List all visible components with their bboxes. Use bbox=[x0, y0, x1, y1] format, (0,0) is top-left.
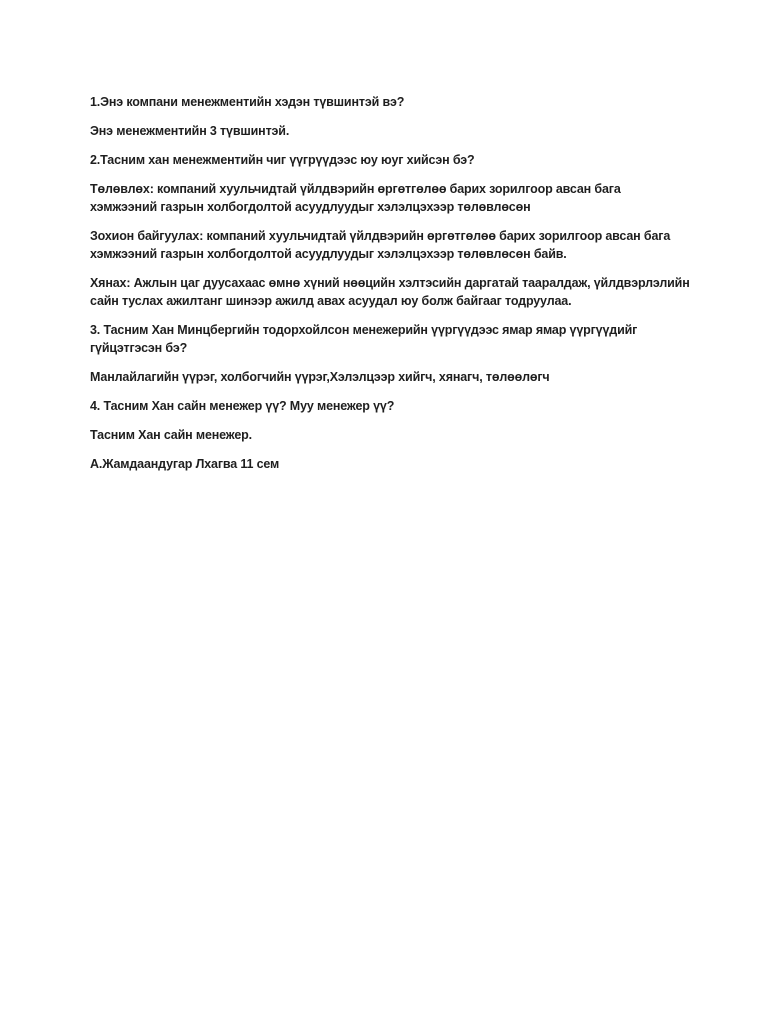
question-4: 4. Тасним Хан сайн менежер үү? Муу менежер үү? bbox=[90, 399, 395, 413]
question-3: 3. Тасним Хан Минцбергийн тодорхойлсон менежерийн үүргүүдээс ямар ямар үүргүүдийг гүйцэтгэсэн бэ? bbox=[90, 323, 638, 355]
answer-3: Манлайлагийн үүрэг, холбогчийн үүрэг,Хэлэлцээр хийгч, хянагч, төлөөлөгч bbox=[90, 370, 550, 384]
answer-2-planning: Төлөвлөх: компаний хуульчидтай үйлдвэрийн өргөтгөлөө барих зорилгоор авсан бага хэмжээний газрын холбогдолтой асуудлуудыг хэлэлцэхээр төлөвлөсөн bbox=[90, 182, 621, 214]
question-1: 1.Энэ компани менежментийн хэдэн түвшинтэй вэ? bbox=[90, 95, 405, 109]
answer-4: Тасним Хан сайн менежер. bbox=[90, 428, 252, 442]
document-body bbox=[90, 93, 690, 484]
author-signature: А.Жамдаандугар Лхагва 11 сем bbox=[90, 457, 280, 471]
answer-1: Энэ менежментийн 3 түвшинтэй. bbox=[90, 124, 290, 138]
answer-2-controlling: Хянах: Ажлын цаг дуусахаас өмнө хүний нөөцийн хэлтэсийн даргатай таарaлдаж, үйлдвэрлэлийн сайн туслах ажилтанг шинээр ажилд авах асуудал юу болж байгааг тодруулаа. bbox=[90, 276, 690, 308]
question-2: 2.Тасним хан менежментийн чиг үүгрүүдээс юу юуг хийсэн бэ? bbox=[90, 153, 475, 167]
answer-2-organizing: Зохион байгуулах: компаний хуульчидтай үйлдвэрийн өргөтгөлөө барих зорилгоор авсан бага хэмжээний газрын холбогдолтой асуудлуудыг хэлэлцэхээр төлөвлөсөн байв. bbox=[90, 229, 671, 261]
